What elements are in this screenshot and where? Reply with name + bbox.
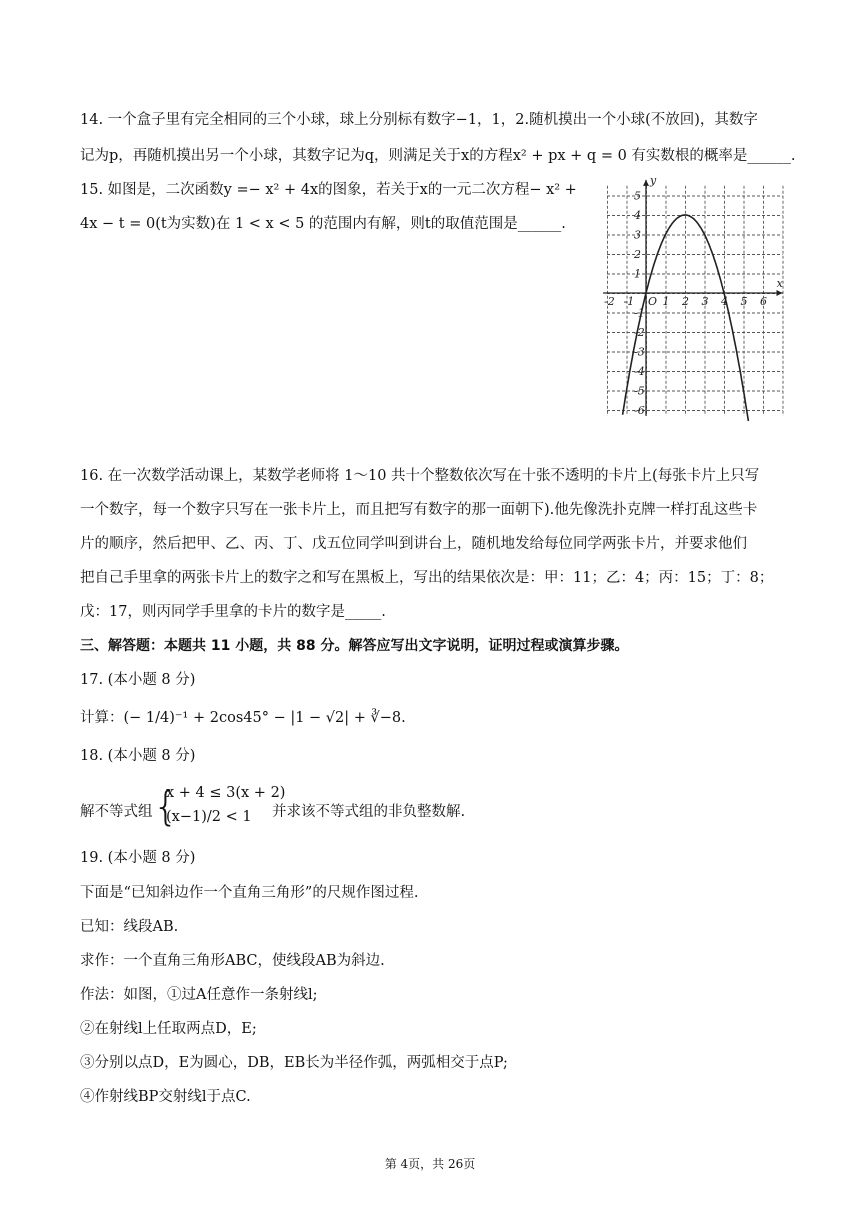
q19-line2: 已知：线段AB. [80,919,179,935]
q14-line2: 记为p，再随机摸出另一个小球，其数字记为q，则满足关于x的方程x² + px + q = 0 有实数根的概率是______. [80,148,796,164]
q17-body: 计算：(− 1/4)⁻¹ + 2cos45° − |1 − √2| + ∛−8. [80,710,406,726]
parabola-graph [598,173,783,417]
q15-line1: 15. 如图是，二次函数y =− x² + 4x的图象，若关于x的一元二次方程− x² + [80,182,577,198]
y-tick-label: -3 [634,345,645,359]
y-axis-label: y [650,173,657,187]
q19-header: 19. (本小题 8 分) [80,850,196,866]
x-tick-label: -2 [604,295,615,308]
x-axis-arrow [777,290,783,296]
q19-line1: 下面是“已知斜边作一个直角三角形”的尺规作图过程. [80,885,419,901]
x-tick-label: -1 [623,295,635,308]
x-tick-label: 2 [682,295,689,308]
y-tick-label: -4 [634,365,645,378]
q19-line4: 作法：如图，①过A任意作一条射线l; [80,987,318,1003]
y-tick-label: 5 [634,189,641,203]
y-axis-arrow [643,180,649,186]
q19-line7: ④作射线BP交射线l于点C. [80,1089,251,1105]
x-axis-label: x [776,277,783,290]
y-tick-label: -2 [634,326,645,339]
x-tick-label: 1 [662,295,670,308]
brace-glyph: { [153,784,179,830]
y-tick-label: 4 [634,209,641,222]
x-tick-label: O [648,295,658,308]
q18-ineq1: x + 4 ≤ 3(x + 2) [166,785,286,801]
q16-line4: 把自己手里拿的两张卡片上的数字之和写在黑板上，写出的结果依次是：甲：11；乙：4；丙：15；丁：8； [80,570,774,586]
q19-line6: ③分别以点D，E为圆心，DB，EB长为半径作弧，两弧相交于点P; [80,1055,508,1071]
q19-line3: 求作：一个直角三角形ABC，使线段AB为斜边. [80,953,385,969]
q18-header: 18. (本小题 8 分) [80,748,196,764]
q14-line1: 14. 一个盒子里有完全相同的三个小球，球上分别标有数字−1，1，2.随机摸出一个小球(不放回)，其数字 [80,112,758,128]
q16-line2: 一个数字，每一个数字只写在一张卡片上，而且把写有数字的那一面朝下).他先像洗扑克牌一样打乱这些卡 [80,502,758,518]
q16-line5: 戊：17，则丙同学手里拿的卡片的数字是_____. [80,604,386,620]
q15-line2: 4x − t = 0(t为实数)在 1 < x < 5 的范围内有解，则t的取值范围是______. [80,216,566,232]
x-tick-label: 4 [721,295,728,308]
x-tick-label: 3 [701,295,709,308]
q16-line3: 片的顺序，然后把甲、乙、丙、丁、戊五位同学叫到讲台上，随机地发给每位同学两张卡片，并要求他们 [80,536,747,552]
y-tick-label: -5 [634,384,645,398]
x-tick-label: 6 [760,295,767,308]
page-footer: 第 4页，共 26页 [384,1157,476,1171]
y-tick-label: -6 [634,404,645,417]
q17-header: 17. (本小题 8 分) [80,672,196,688]
section-3-heading: 三、解答题：本题共 11 小题，共 88 分。解答应写出文字说明，证明过程或演算步骤。 [80,638,629,654]
q18-suffix: 并求该不等式组的非负整数解. [272,804,466,820]
y-tick-label: -1 [634,306,645,320]
q18-ineq2: (x−1)/2 < 1 [166,809,252,825]
y-tick-label: 1 [634,267,641,281]
q16-line1: 16. 在一次数学活动课上，某数学老师将 1～10 共十个整数依次写在十张不透明的卡片上(每张卡片上只写 [80,468,760,484]
x-tick-label: 5 [740,295,748,308]
y-tick-label: 2 [634,248,641,261]
y-tick-label: 3 [634,228,641,242]
graph-tick-labels [604,174,784,417]
q19-line5: ②在射线l上任取两点D，E; [80,1021,257,1037]
q18-prefix: 解不等式组 [80,804,153,820]
